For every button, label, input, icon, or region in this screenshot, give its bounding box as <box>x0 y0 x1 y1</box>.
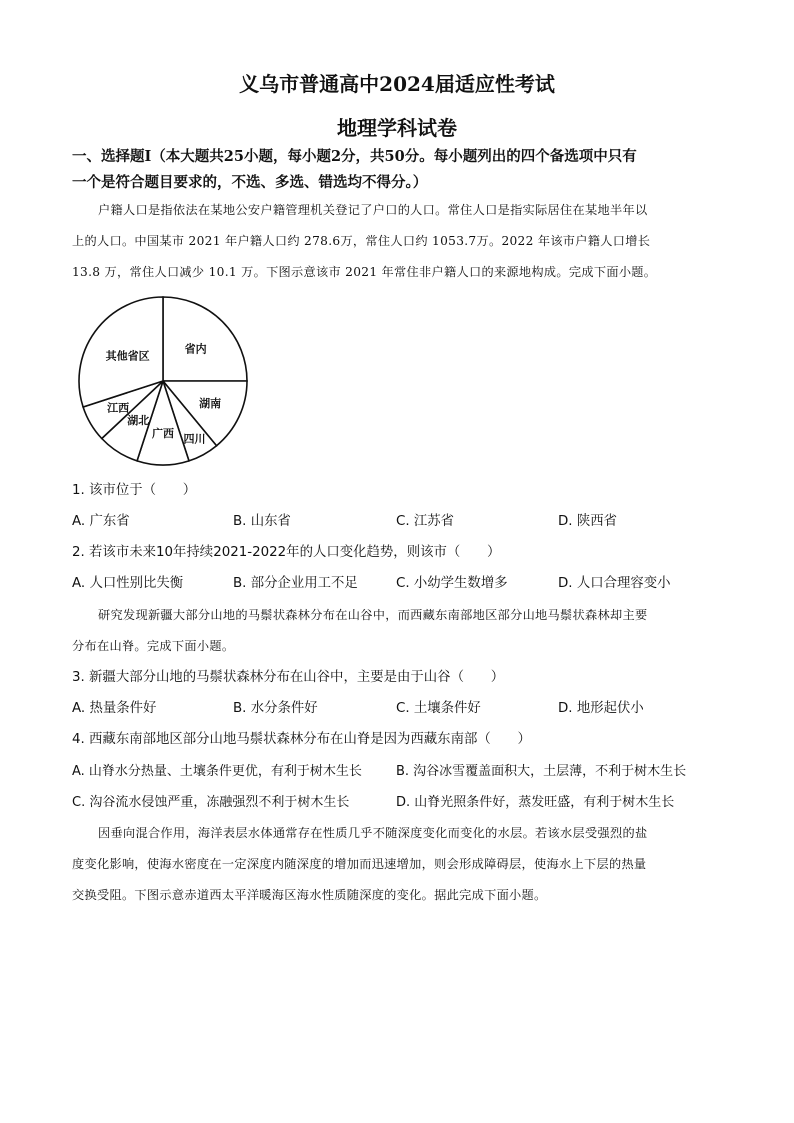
passage-ocean <box>72 818 722 911</box>
question-1-option-a: A. 广东省 <box>72 514 130 529</box>
question-3-option-b: B. 水分条件好 <box>233 701 318 716</box>
pie-label-3: 广西 <box>152 427 174 441</box>
question-2-stem: 2. 若该市未来10年持续2021-2022年的人口变化趋势，则该市（ ） <box>72 545 501 560</box>
pie-label-1: 湖南 <box>199 397 222 411</box>
question-3-option-c: C. 土壤条件好 <box>396 701 481 716</box>
section-heading-line: 一个是符合题目要求的，不选、多选、错选均不得分。） <box>72 174 428 191</box>
passage-forest <box>72 600 722 662</box>
passage-line: 分布在山脊。完成下面小题。 <box>72 639 235 653</box>
passage-line: 户籍人口是指依法在某地公安户籍管理机关登记了户口的人口。常住人口是指实际居住在某地半年以 <box>98 203 648 217</box>
passage-line: 度变化影响，使海水密度在一定深度内随深度的增加而迅速增加，则会形成障碍层，使海水上下层的热量 <box>72 857 647 871</box>
passage-population <box>72 195 722 288</box>
pie-slice-0 <box>163 297 247 381</box>
question-1-stem: 1. 该市位于（ ） <box>72 483 197 498</box>
exam-subtitle: 地理学科试卷 <box>337 116 457 140</box>
population-source-pie-chart <box>70 293 260 477</box>
passage-line: 13.8 万，常住人口减少 10.1 万。下图示意该市 2021 年常住非户籍人口的来源地构成。完成下面小题。 <box>72 265 657 279</box>
question-4-option-d: D. 山脊光照条件好，蒸发旺盛，有利于树木生长 <box>396 795 675 810</box>
question-4-option-a: A. 山脊水分热量、土壤条件更优，有利于树木生长 <box>72 764 362 779</box>
question-2-option-b: B. 部分企业用工不足 <box>233 576 358 591</box>
question-2-option-d: D. 人口合理容变小 <box>558 576 671 591</box>
question-3-stem: 3. 新疆大部分山地的马鬃状森林分布在山谷中，主要是由于山谷（ ） <box>72 670 505 685</box>
question-2-option-c: C. 小幼学生数增多 <box>396 576 508 591</box>
pie-label-5: 江西 <box>107 401 130 415</box>
passage-line: 因垂向混合作用，海洋表层水体通常存在性质几乎不随深度变化而变化的水层。若该水层受强烈的盐 <box>98 826 648 840</box>
section-heading <box>72 144 732 196</box>
question-1-option-c: C. 江苏省 <box>396 514 455 529</box>
passage-line: 交换受阻。下图示意赤道西太平洋暖海区海水性质随深度的变化。据此完成下面小题。 <box>72 888 547 902</box>
pie-svg <box>70 293 260 473</box>
question-4-option-b: B. 沟谷冰雪覆盖面积大，土层薄，不利于树木生长 <box>396 764 687 779</box>
pie-label-2: 四川 <box>183 432 206 446</box>
pie-label-4: 湖北 <box>127 414 150 428</box>
passage-line: 研究发现新疆大部分山地的马鬃状森林分布在山谷中，而西藏东南部地区部分山地马鬃状森林却主要 <box>98 608 648 622</box>
question-3-option-d: D. 地形起伏小 <box>558 701 644 716</box>
question-2-option-a: A. 人口性别比失衡 <box>72 576 184 591</box>
section-heading-line: 一、选择题Ⅰ（本大题共25小题，每小题2分，共50分。每小题列出的四个备选项中只有 <box>72 148 637 165</box>
exam-title: 义乌市普通高中2024届适应性考试 <box>239 72 555 96</box>
question-4-option-c: C. 沟谷流水侵蚀严重，冻融强烈不利于树木生长 <box>72 795 350 810</box>
question-3-option-a: A. 热量条件好 <box>72 701 157 716</box>
pie-label-6: 其他省区 <box>105 349 150 363</box>
question-4-stem: 4. 西藏东南部地区部分山地马鬃状森林分布在山脊是因为西藏东南部（ ） <box>72 732 531 747</box>
question-1-option-d: D. 陕西省 <box>558 514 617 529</box>
question-1-option-b: B. 山东省 <box>233 514 291 529</box>
passage-line: 上的人口。中国某市 2021 年户籍人口约 278.6万，常住人口约 1053.7万。2022 年该市户籍人口增长 <box>72 234 651 248</box>
pie-label-0: 省内 <box>184 342 207 356</box>
